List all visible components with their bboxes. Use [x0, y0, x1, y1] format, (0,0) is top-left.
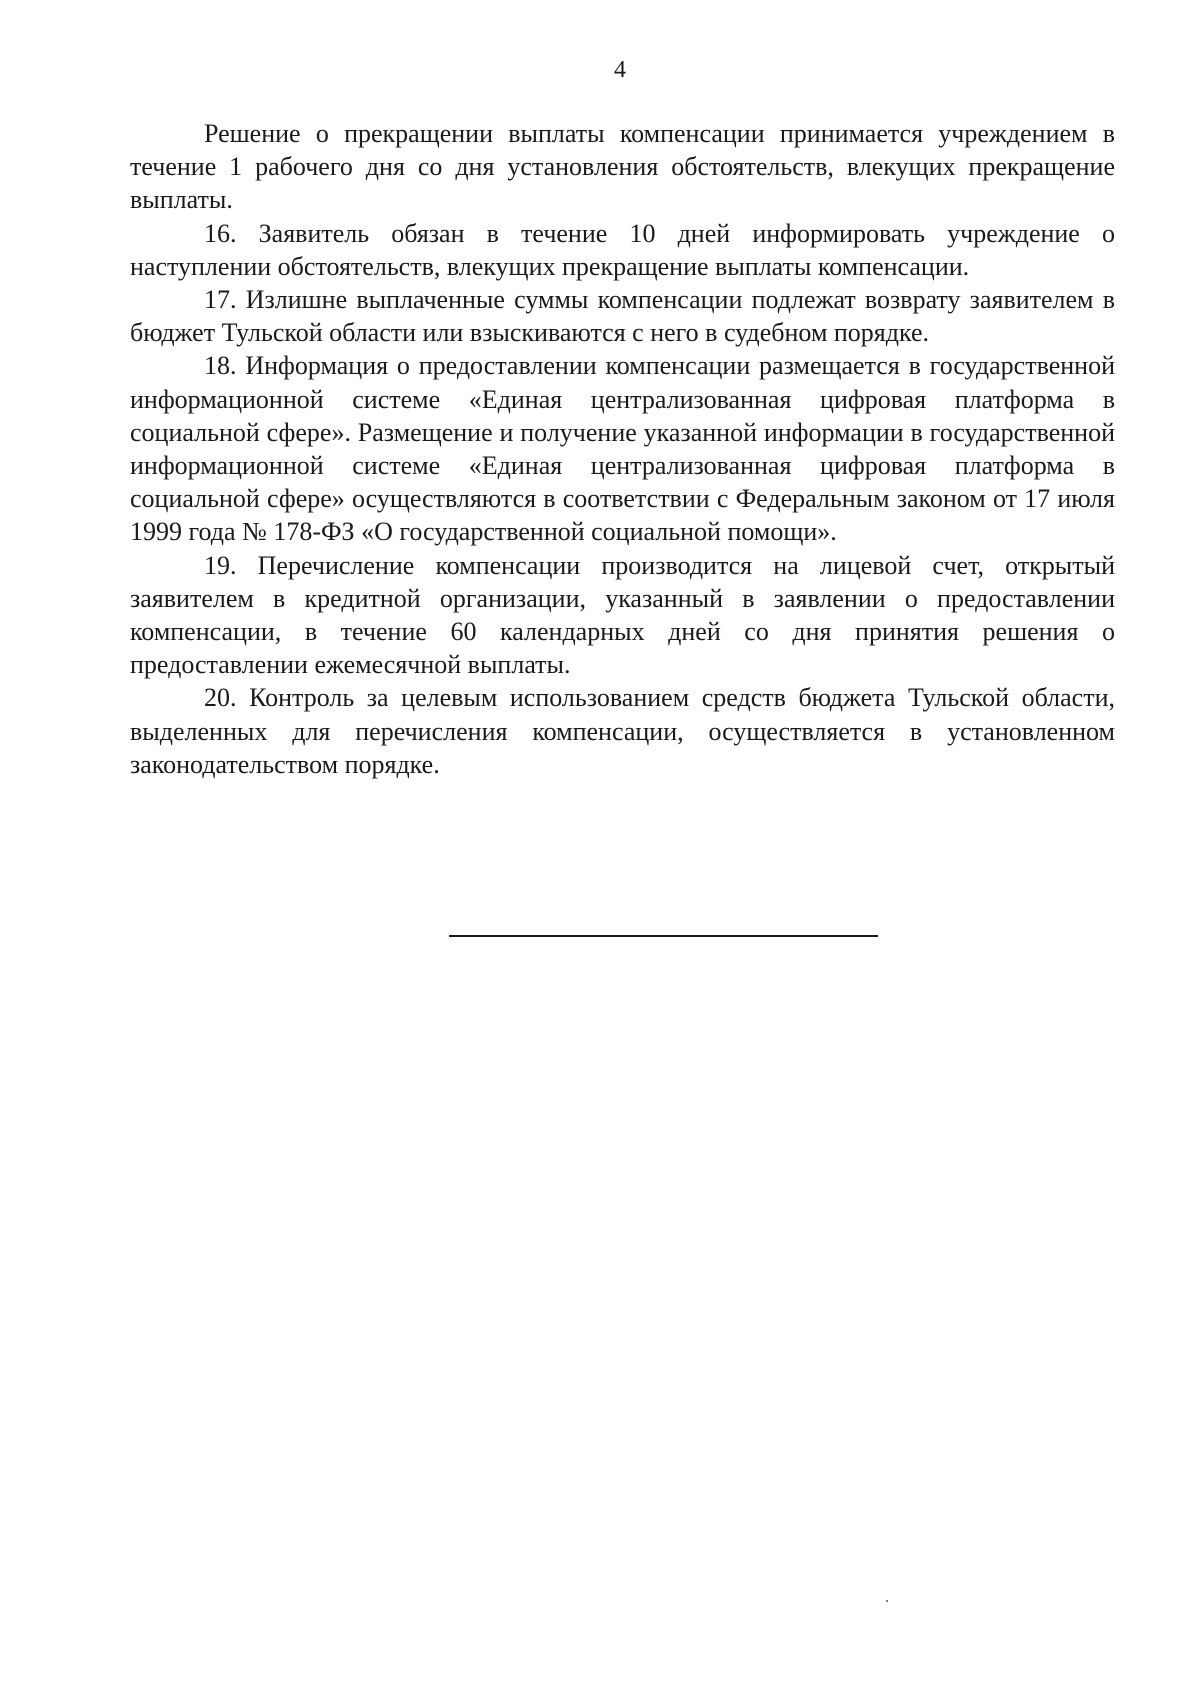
document-body: [130, 117, 1115, 781]
paragraph-19: 19. Перечисление компенсации производится на лицевой счет, открытый заявителем в кредитной организации, указанный в заявлении о предоставлении компенсации, в течение 60 календарных дней со дня принятия решения о предоставлении ежемесячной выплаты.: [130, 550, 1115, 680]
paragraph-18: 18. Информация о предоставлении компенсации размещается в государственной информационной системе «Единая централизованная цифровая платформа в социальной сфере». Размещение и получение указанной информации в государственной информационной системе «Единая централизованная цифровая платформа в социальной сфере» осуществляются в соответствии с Федеральным законом от 17 июля 1999 года № 178-ФЗ «О государственной социальной помощи».: [130, 351, 1115, 547]
paragraph-16: 16. Заявитель обязан в течение 10 дней информировать учреждение о наступлении обстоятельств, влекущих прекращение выплаты компенсации.: [130, 218, 1115, 281]
scan-dot-mark: [886, 1600, 888, 1602]
paragraph-20: 20. Контроль за целевым использованием средств бюджета Тульской области, выделенных для перечисления компенсации, осуществляется в установленном законодательством порядке.: [130, 683, 1115, 779]
paragraph-decision-termination: Решение о прекращении выплаты компенсации принимается учреждением в течение 1 рабочего дня со дня установления обстоятельств, влекущих прекращение выплаты.: [130, 119, 1115, 215]
end-of-document-rule: [449, 935, 878, 937]
page-number: 4: [614, 57, 626, 83]
paragraph-17: 17. Излишне выплаченные суммы компенсации подлежат возврату заявителем в бюджет Тульской области или взыскиваются с него в судебном порядке.: [130, 285, 1115, 348]
